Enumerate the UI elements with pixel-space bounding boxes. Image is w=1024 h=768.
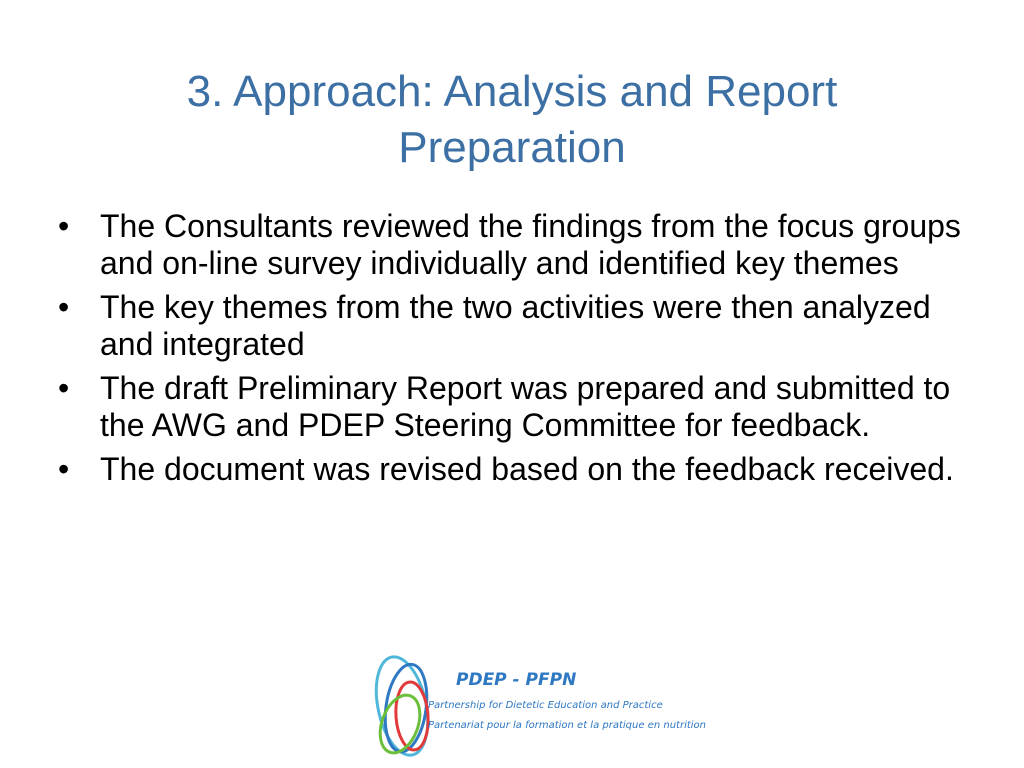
- bullet-item: [56, 208, 976, 282]
- bullet-text: The draft Preliminary Report was prepared and submitted to the AWG and PDEP Steering Committee for feedback.: [100, 370, 951, 443]
- logo-tagline-fr: Partenariat pour la formation et la pratique en nutrition: [428, 720, 707, 731]
- bullet-item: [56, 289, 976, 363]
- title-line-1: 3. Approach: Analysis and Report: [186, 67, 838, 116]
- slide-title: [60, 64, 964, 176]
- bullet-marker: •: [58, 451, 70, 487]
- bullet-marker: •: [58, 370, 70, 406]
- bullet-text: The key themes from the two activities were then analyzed and integrated: [100, 289, 931, 362]
- bullet-text: The document was revised based on the feedback received.: [100, 451, 954, 487]
- bullet-item: [56, 451, 976, 488]
- logo-tagline-en: Partnership for Dietetic Education and Practice: [428, 700, 663, 711]
- bullet-text: The Consultants reviewed the findings from the focus groups and on-line survey individually and identified key themes: [100, 208, 961, 281]
- title-line-2: Preparation: [398, 123, 626, 172]
- logo-name: PDEP - PFPN: [456, 670, 577, 690]
- bullet-item: [56, 370, 976, 444]
- bullet-marker: •: [58, 289, 70, 325]
- bullet-list: [56, 208, 976, 495]
- bullet-marker: •: [58, 208, 70, 244]
- pdep-logo: [372, 646, 707, 760]
